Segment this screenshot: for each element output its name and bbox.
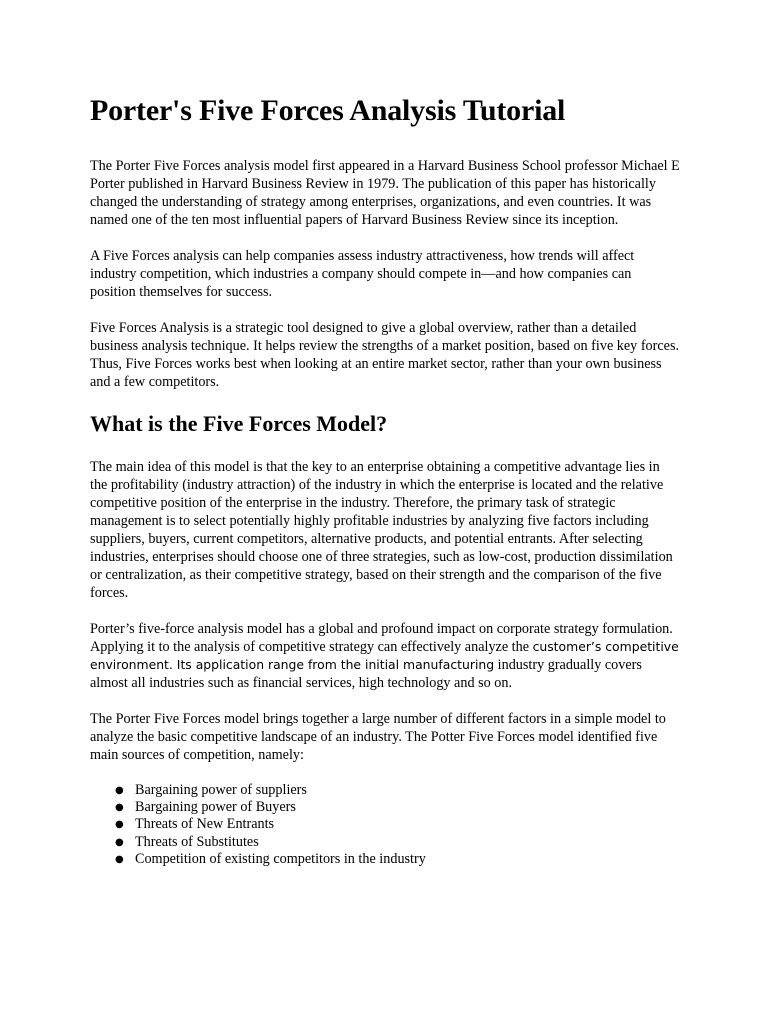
list-item-label: Threats of New Entrants xyxy=(135,816,275,833)
bullet-icon: ● xyxy=(115,819,124,831)
page-title: Porter's Five Forces Analysis Tutorial xyxy=(90,94,566,127)
impact-paragraph-part-3: industry gradually covers almost all industries such as financial services, high technology and so on. xyxy=(90,657,642,691)
impact-paragraph-part-2: customer’s competitive environment. Its application range from the initial manufacturing xyxy=(90,639,679,672)
forces-list xyxy=(90,782,680,868)
intro-paragraph-2: A Five Forces analysis can help companies assess industry attractiveness, how trends will affect industry competition, which industries a company should compete in—and how companies can position themselves for success. xyxy=(90,248,635,300)
list-item-label: Threats of Substitutes xyxy=(135,833,259,850)
list-item xyxy=(109,834,680,851)
model-paragraph: The main idea of this model is that the key to an enterprise obtaining a competitive advantage lies in the profitability (industry attraction) of the industry in which the enterprise is located and the relative competitive position of the enterprise in the industry. Therefore, the primary task of strategic management is to select potentially highly profitable industries by analyzing five factors including suppliers, buyers, current competitors, alternative products, and potential entrants. After selecting industries, enterprises should choose one of three strategies, such as low-cost, production dissimilation or centralization, as their competitive strategy, based on their strength and the comparison of the five forces. xyxy=(90,459,673,601)
list-item-label: Bargaining power of Buyers xyxy=(135,799,296,816)
bullet-icon: ● xyxy=(115,785,124,796)
impact-paragraph xyxy=(90,620,680,692)
list-item xyxy=(109,799,680,816)
list-intro-paragraph: The Porter Five Forces model brings together a large number of different factors in a simple model to analyze the basic competitive landscape of an industry. The Potter Five Forces model identified five main sources of competition, namely: xyxy=(90,711,666,763)
section-heading: What is the Five Forces Model? xyxy=(90,411,388,436)
intro-paragraph-3: Five Forces Analysis is a strategic tool designed to give a global overview, rather than a detailed business analysis technique. It helps review the strengths of a market position, based on five key forces. Thus, Five Forces works best when looking at an entire market sector, rather than your own business and a few competitors. xyxy=(90,320,680,390)
intro-paragraph-1: The Porter Five Forces analysis model first appeared in a Harvard Business School professor Michael E Porter published in Harvard Business Review in 1979. The publication of this paper has historically changed the understanding of strategy among enterprises, organizations, and even countries. It was named one of the ten most influential papers of Harvard Business Review since its inception. xyxy=(90,158,680,228)
bullet-icon: ● xyxy=(115,836,124,848)
document-page xyxy=(90,88,680,868)
bullet-icon: ● xyxy=(115,853,124,865)
list-item xyxy=(109,782,680,799)
list-item xyxy=(109,851,680,868)
impact-paragraph-part-1: Porter’s five-force analysis model has a global and profound impact on corporate strategy formulation. Applying it to the analysis of competitive strategy can effectively analyze the xyxy=(90,621,673,655)
list-item-label: Bargaining power of suppliers xyxy=(135,782,307,798)
bullet-icon: ● xyxy=(115,802,124,814)
list-item xyxy=(109,816,680,833)
list-item-label: Competition of existing competitors in the industry xyxy=(135,850,426,867)
